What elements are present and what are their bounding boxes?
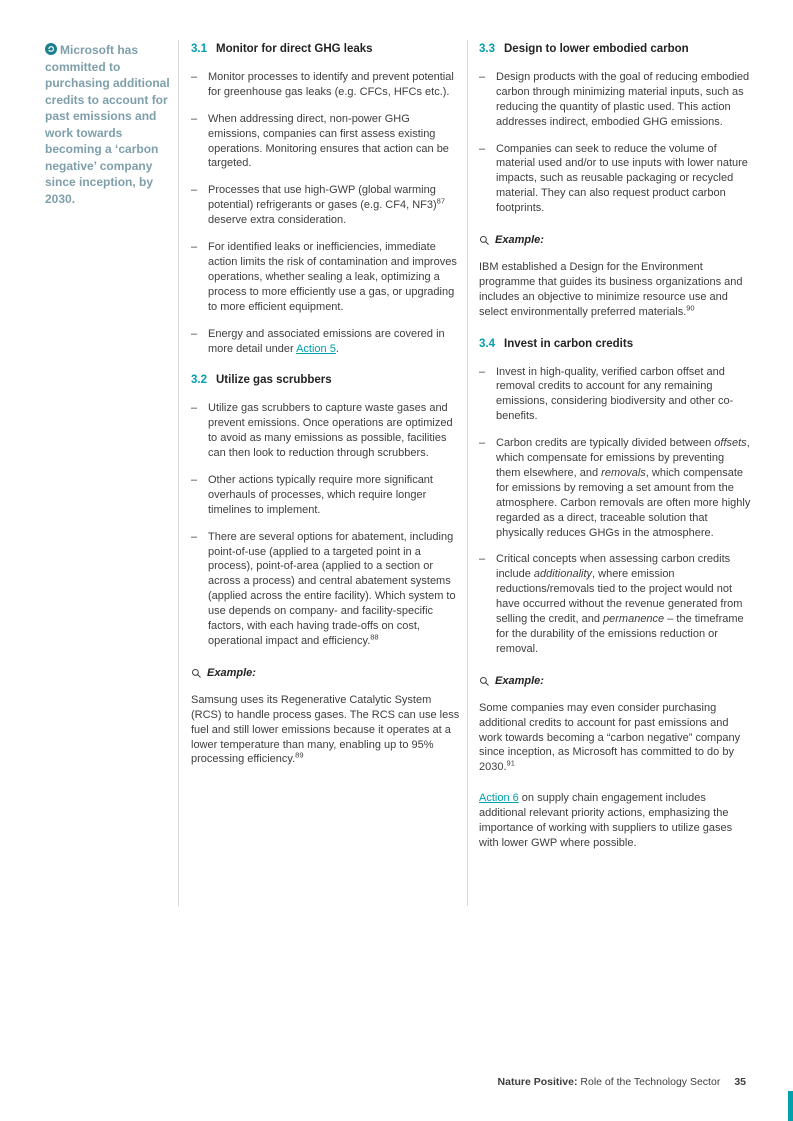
- bullet-item: [479, 365, 751, 425]
- section-title: Utilize gas scrubbers: [216, 374, 332, 387]
- example-label: Example:: [495, 674, 544, 687]
- bullet-text: Critical concepts when assessing carbon credits include additionality, where emission reductions/removals tied to the project would not have occurred without the revenue generated from selling the credit, and permanence – the timeframe for the durability of the emissions reduction or removal.: [496, 553, 744, 655]
- bullet-dash: –: [479, 142, 486, 155]
- callout-text: Microsoft has committed to purchasing additional credits to account for past emissions and work towards becoming a ‘carbon negative’ company since inception, by 2030.: [45, 43, 170, 206]
- footnote-ref-90: 90: [686, 303, 695, 313]
- bullet-dash: –: [479, 70, 486, 83]
- bullet-item: [191, 183, 463, 228]
- bullet-dash: –: [191, 184, 198, 197]
- section-number: 3.4: [479, 337, 495, 350]
- magnifier-icon: [191, 668, 202, 679]
- sidebar-callout: [45, 42, 171, 207]
- bullet-text: Monitor processes to identify and prevent potential for greenhouse gas leaks (e.g. CFCs, HFCs etc.).: [208, 70, 454, 98]
- section-heading-3-4: [479, 337, 751, 352]
- section-heading-3-1: [191, 42, 463, 57]
- footnote-ref-88: 88: [370, 632, 379, 642]
- bullet-text: Energy and associated emissions are covered in more detail under Action 5.: [208, 327, 445, 355]
- bullet-dash: –: [191, 241, 198, 254]
- bullet-text: When addressing direct, non-power GHG emissions, companies can first assess existing operations. Monitoring ensures that action can be targeted.: [208, 112, 449, 170]
- bullet-item: [191, 530, 463, 649]
- bullet-item: [191, 70, 463, 100]
- magnifier-icon: [479, 676, 490, 687]
- content-column-1: [191, 40, 463, 779]
- example-paragraph: IBM established a Design for the Environment programme that guides its business organizations and includes an objective to minimize resource use and select environmentally preferred materials.$^{90}$: [479, 260, 743, 318]
- bullet-dash: –: [191, 530, 198, 543]
- section-title: Design to lower embodied carbon: [504, 43, 689, 55]
- bullet-text: Processes that use high-GWP (global warming potential) refrigerants or gases (e.g. CF4, NF3)$^{87}$ deserve extra consideration.: [208, 184, 445, 227]
- footnote-ref-87: 87: [436, 196, 445, 206]
- section-heading-3-2: [191, 373, 463, 388]
- bullet-text: Invest in high-quality, verified carbon offset and removal credits to account for any remaining emissions, considering biodiversity and other co-benefits.: [496, 365, 734, 423]
- bullet-item: [191, 327, 463, 357]
- column-divider-left: [178, 40, 179, 906]
- footnote-ref-91: 91: [506, 758, 515, 768]
- example-header: [479, 674, 751, 689]
- example-paragraph: Some companies may even consider purchasing additional credits to account for past emissions and work towards becoming a “carbon negative” company since inception, as Microsoft has committed to do by 2030.91: [479, 701, 741, 774]
- example-label: Example:: [207, 666, 256, 679]
- column-divider-right: [467, 40, 468, 906]
- bullet-item: [191, 240, 463, 315]
- example-header: [191, 666, 463, 681]
- section-title: Invest in carbon credits: [504, 337, 634, 350]
- bullet-dash: –: [191, 402, 198, 415]
- closing-paragraph: Action 6 on supply chain engagement includes additional relevant priority actions, emphasizing the importance of working with suppliers to utilize gases with lower GWP where possible.: [479, 792, 733, 849]
- bullet-text: Companies can seek to reduce the volume of material used and/or to use inputs with lower nature impacts, such as reusable packaging or recycled material. They can also request product carbon footprints.: [496, 142, 748, 215]
- section-heading-3-3: [479, 42, 751, 57]
- bullet-text: Carbon credits are typically divided between offsets, which compensate for emissions by preventing them elsewhere, and removals, which compensate for emissions by removing a set amount from the atmosphere. Carbon removals are often more highly regarded as a direct, traceable solution that physically reduces GHGs in the atmosphere.: [496, 437, 751, 539]
- magnifier-icon: [479, 235, 490, 246]
- example-paragraph: Samsung uses its Regenerative Catalytic System (RCS) to handle process gases. The RCS can use less fuel and still lower emissions because it operates at a lower temperature than many, enabling up to 95% processing efficiency.$^{89}$: [191, 693, 460, 766]
- bullet-dash: –: [191, 473, 198, 486]
- content-column-2: [479, 40, 751, 851]
- bullet-dash: –: [479, 553, 486, 566]
- section-title: Monitor for direct GHG leaks: [216, 43, 373, 55]
- page-footer: [498, 1076, 746, 1088]
- bullet-text: Utilize gas scrubbers to capture waste gases and prevent emissions. Once operations are optimized to avoid as many emissions as possible, facilities can then look to reduction through scrubbers.: [208, 402, 453, 460]
- footer-report-title-bold: Nature Positive:: [497, 1076, 578, 1088]
- bullet-dash: –: [191, 112, 198, 125]
- bullet-item: [191, 473, 463, 518]
- bullet-text: There are several options for abatement, including point-of-use (applied to a targeted point in a process), point-of-area (applied to a section or across a process) and central abatement systems (applied across the entire facility). Which system to use depends on company- and facility-specific factors, with each having trade-offs on cost, operational impact and efficiency.$^{88}$: [208, 530, 456, 647]
- bullet-text: Design products with the goal of reducing embodied carbon through minimizing material inputs, such as reducing the quantity of plastic used. This action addresses indirect, embodied GHG emissions.: [496, 70, 750, 128]
- circular-arrow-icon: [45, 43, 57, 55]
- action-6-link[interactable]: Action 6: [479, 792, 519, 805]
- action-5-link[interactable]: Action 5: [296, 342, 336, 355]
- footer-report-title: Role of the Technology Sector: [577, 1076, 721, 1088]
- example-header: [479, 233, 751, 248]
- bullet-dash: –: [191, 70, 198, 83]
- bullet-text: Other actions typically require more significant overhauls of processes, which require longer timelines to implement.: [208, 473, 433, 516]
- bullet-item: [479, 436, 751, 540]
- bullet-item: [479, 142, 751, 217]
- example-label: Example:: [495, 234, 544, 247]
- bullet-text: For identified leaks or inefficiencies, immediate action limits the risk of contamination and improves operations, whether sealing a leak, optimizing a process to more efficiently use a gas, or upgrading to more efficient equipment.: [208, 241, 457, 313]
- bullet-item: [191, 112, 463, 172]
- section-number: 3.3: [479, 43, 495, 55]
- footnote-ref-89: 89: [295, 750, 304, 760]
- bullet-item: [191, 401, 463, 461]
- footer-page-number: 35: [734, 1076, 746, 1088]
- bullet-dash: –: [191, 327, 198, 340]
- accent-edge-bar: [788, 1091, 793, 1121]
- bullet-dash: –: [479, 365, 486, 378]
- section-number: 3.2: [191, 374, 207, 387]
- bullet-item: [479, 70, 751, 130]
- section-number: 3.1: [191, 43, 207, 55]
- bullet-dash: –: [479, 437, 486, 450]
- bullet-item: [479, 552, 751, 656]
